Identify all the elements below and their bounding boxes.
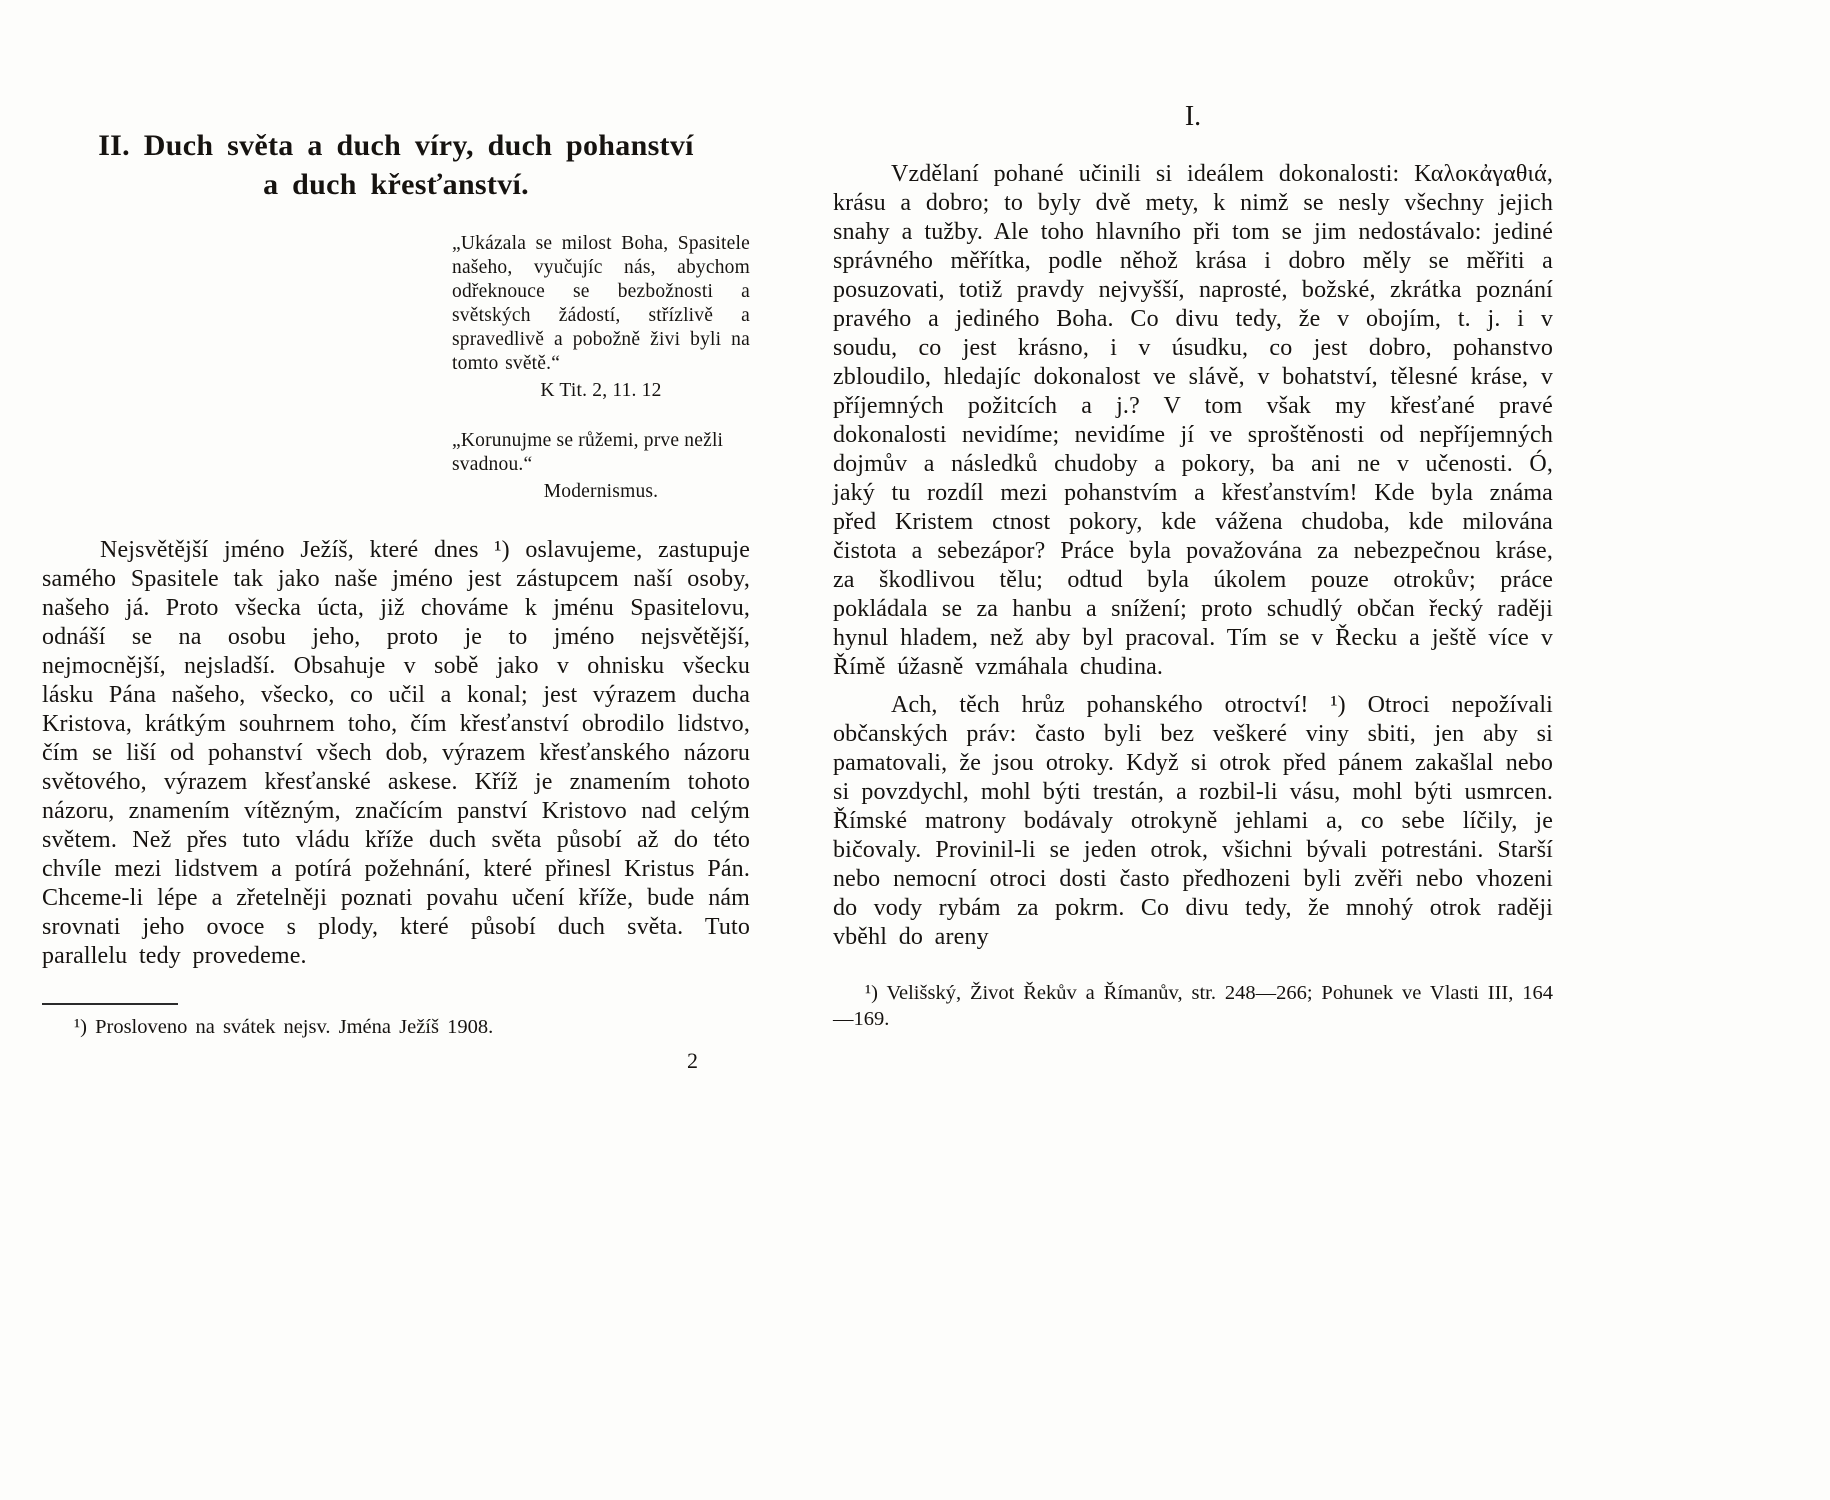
chapter-heading xyxy=(42,126,750,204)
left-body-paragraph: Nejsvětější jméno Ježíš, které dnes ¹) oslavujeme, zastupuje samého Spasitele tak jako naše jméno jest zástupcem naší osoby, našeho já. Proto všecka úcta, již chováme k jménu Spasitelovu, odnáší se na osobu jeho, proto je to jméno nejsvětější, nejmocnější, nejsladší. Obsahuje v sobě jako v ohnisku všecku lásku Pána našeho, všecko, co učil a konal; jest výrazem ducha Kristova, krátkým souhrnem toho, čím křesťanství obrodilo lidstvo, čím se liší od pohanství všech dob, výrazem křesťanského názoru světového, výrazem křesťanské askese. Kříž je znamením tohoto názoru, znamením vítězným, značícím panství Kristovo nad celým světem. Než přes tuto vládu kříže duch světa působí až do této chvíle mezi lidstvem a potírá požehnání, které přinesl Kristus Pán. Chceme-li lépe a zřetelněji poznati povahu učení kříže, bude nám srovnati jeho ovoce s plody, které působí duch světa. Tuto parallelu tedy provedeme. xyxy=(42,537,750,969)
page-number: 2 xyxy=(687,1048,698,1073)
epigraph-quote-1: „Ukázala se milost Boha, Spasitele našeho, vyučujíc nás, abychom odřeknouce se bezbožnosti a světských žádostí, střízlivě a spravedlivě a pobožně živi byli na tomto světě.“ xyxy=(452,233,750,374)
right-footnote: ¹) Velišský, Život Řekův a Římanův, str. 248—266; Pohunek ve Vlasti III, 164—169. xyxy=(833,982,1553,1030)
left-page xyxy=(42,126,750,1074)
right-page xyxy=(833,100,1553,1032)
chapter-heading-line2: a duch křesťanství. xyxy=(263,168,529,201)
epigraph-source-2: Modernismus. xyxy=(543,481,659,502)
chapter-heading-line1: II. Duch světa a duch víry, duch pohanství xyxy=(98,129,694,162)
left-footnote: ¹) Prosloveno na svátek nejsv. Jména Ježíš 1908. xyxy=(74,1016,494,1038)
epigraph-source-1: K Tit. 2, 11. 12 xyxy=(540,380,662,401)
footnote-rule xyxy=(42,1003,178,1005)
right-body-paragraph-2: Ach, těch hrůz pohanského otroctví! ¹) Otroci nepožívali občanských práv: často byli bez veškeré viny sbiti, jen aby si pamatovali, že jsou otroky. Když si otrok před pánem zakašlal nebo si povzdychl, mohl býti trestán, a rozbil-li vásu, mohl býti usmrcen. Římské matrony bodávaly otrokyně jehlami a, co sebe líčily, je bičovaly. Provinil-li se jeden otrok, všichni bývali potrestáni. Starší nebo nemocní otroci dosti často předhozeni byli zvěři nebo vhozeni do vody rybám za pokrm. Co divu tedy, že mnohý otrok raději vběhl do areny xyxy=(833,692,1553,950)
right-body-paragraph-1: Vzdělaní pohané učinili si ideálem dokonalosti: Καλοκἀγαθιά, krásu a dobro; to byly dvě mety, k nimž se nesly všechny jejich snahy a tužby. Ale toho hlavního při tom se jim nedostávalo: jediné správného měřítka, podle něhož krása i dobro měly se měřiti a posuzovati, totiž pravdy nejvyšší, naprosté, božské, zkrátka poznání pravého a jediného Boha. Co divu tedy, že v obojím, t. j. i v soudu, co jest krásno, i v úsudku, co jest dobro, pohanstvo zbloudilo, hledajíc dokonalost ve slávě, v bohatství, tělesné kráse, v příjemných požitcích a j.? V tom však my křesťané pravé dokonalosti nevidíme; nevidíme jí ve sproštěnosti od nepříjemných dojmův a následků chudoby a pokory, ba ani ne v učenosti. Ó, jaký tu rozdíl mezi pohanstvím a křesťanstvím! Kde byla známa před Kristem ctnost pokory, kde vážena chudoba, kde milována čistota a sebezápor? Práce byla považována za nebezpečnou kráse, za škodlivou tělu; odtud byla úkolem pouze otrokův; práce pokládala se za hanbu a snížení; proto schudlý občan řecký raději hynul hladem, než aby byl pracoval. Tím se v Řecku a ještě více v Římě úžasně vzmáhala chudina. xyxy=(833,161,1553,680)
epigraph-quote-2: „Korunujme se růžemi, prve nežli svadnou.“ xyxy=(452,430,724,475)
section-heading: I. xyxy=(1184,101,1202,132)
epigraph-block xyxy=(452,232,750,504)
